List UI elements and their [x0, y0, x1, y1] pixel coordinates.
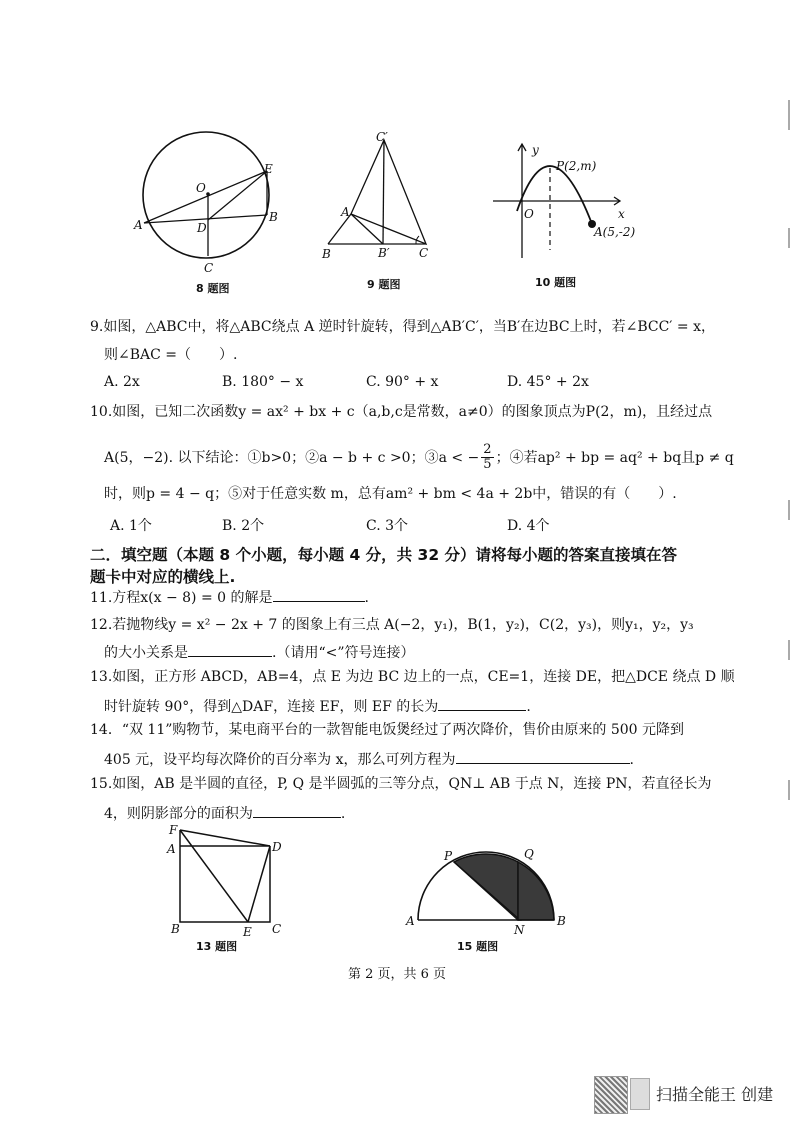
- watermark-text: 扫描全能王 创建: [656, 1085, 774, 1104]
- fig13-label-e: E: [243, 925, 252, 939]
- q13-answer-blank[interactable]: [438, 696, 526, 711]
- q12-line1: 12.若抛物线y = x² − 2x + 7 的图象上有三点 A(−2，y₁)，B(1，y₂)，C(2，y₃)，则y₁，y₂，y₃: [90, 617, 694, 633]
- fig8-label-o: O: [196, 181, 206, 195]
- fig9-label-c: C: [419, 246, 429, 260]
- q12-line2: [104, 642, 415, 662]
- q9-option-b: B. 180° − x: [222, 374, 304, 390]
- q14-line2-start: 405 元，设平均每次降价的百分率为 x，那么可列方程为: [104, 752, 456, 768]
- q12-line2-start: 的大小关系是: [104, 645, 188, 661]
- q14-line2: [104, 749, 634, 769]
- figure-15: [400, 840, 575, 940]
- fig15-label-p: P: [444, 849, 453, 863]
- section2-heading-line2: 题卡中对应的横线上.: [90, 568, 236, 586]
- q10-option-a: A. 1个: [110, 518, 152, 534]
- fig9-label-b: B: [322, 247, 331, 261]
- q15-line1: 15.如图，AB 是半圆的直径，P, Q 是半圆弧的三等分点，QN⊥ AB 于点 N，连接 PN，若直径长为: [90, 776, 712, 792]
- q12-line2-end: .（请用“<”符号连接）: [272, 645, 415, 661]
- q10-option-d: D. 4个: [507, 518, 550, 534]
- q10-line3: 时，则p = 4 − q；⑤对于任意实数 m，总有am² + bm < 4a + 2b中，错误的有（ ）.: [104, 486, 677, 502]
- fig8-label-a: A: [134, 218, 143, 232]
- q11-end: .: [364, 590, 369, 606]
- q11-text: 11.方程x(x − 8) = 0 的解是: [90, 590, 273, 606]
- q10-option-b: B. 2个: [222, 518, 265, 534]
- fig10-caption: 10 题图: [535, 276, 577, 289]
- fig8-label-b: B: [269, 210, 278, 224]
- scan-edge-mark: [788, 228, 790, 248]
- fig10-label-p: P(2,m): [556, 159, 597, 173]
- q10-option-c: C. 3个: [366, 518, 409, 534]
- fig15-label-b: B: [557, 914, 566, 928]
- fig10-label-a: A(5,-2): [594, 225, 636, 239]
- figure-8: [130, 125, 290, 275]
- q10-line2-end: ；④若ap² + bp = aq² + bq且p ≠ q: [495, 449, 734, 466]
- q10-line2-start: A(5，−2). 以下结论：①b>0；②a − b + c >0；③a < −: [104, 449, 480, 466]
- fig15-caption: 15 题图: [457, 940, 499, 953]
- fig13-label-d: D: [272, 840, 282, 854]
- fig8-label-e: E: [264, 162, 273, 176]
- fig15-label-n: N: [514, 923, 525, 937]
- fig13-label-c: C: [272, 922, 282, 936]
- fig15-label-a: A: [406, 914, 415, 928]
- q10-fraction-numerator: 2: [483, 442, 492, 457]
- scanner-watermark: [594, 1072, 774, 1116]
- scan-edge-mark: [788, 100, 790, 130]
- scan-edge-mark: [788, 500, 790, 520]
- page-footer: 第 2 页，共 6 页: [347, 967, 447, 982]
- section2-heading-line1: 二．填空题（本题 8 个小题，每小题 4 分，共 32 分）请将每小题的答案直接填在答: [90, 546, 678, 564]
- fig15-label-q: Q: [524, 847, 534, 861]
- q11-answer-blank[interactable]: [273, 587, 365, 602]
- fig9-label-b-prime: B′: [378, 246, 390, 260]
- q15-line2-end: .: [340, 806, 346, 822]
- scan-edge-mark: [788, 780, 790, 800]
- q10-line2: [104, 443, 734, 472]
- fig13-label-b: B: [171, 922, 180, 936]
- q9-line2: 则∠BAC =（ ）.: [104, 347, 238, 363]
- q10-fraction: [481, 443, 493, 472]
- q14-line1: 14．“双 11”购物节，某电商平台的一款智能电饭煲经过了两次降价，售价由原来的 500 元降到: [90, 722, 685, 738]
- fig13-label-a: A: [167, 842, 176, 856]
- q10-fraction-denominator: 5: [483, 457, 492, 472]
- q15-line2-start: 4，则阴影部分的面积为: [104, 806, 253, 822]
- fig9-caption: 9 题图: [367, 278, 401, 291]
- q9-line1: 9.如图，△ABC中，将△ABC绕点 A 逆时针旋转，得到△AB′C′，当B′在边BC上时，若∠BCC′ = x，: [90, 319, 716, 335]
- fig10-label-y: y: [532, 143, 539, 157]
- q13-line1: 13.如图，正方形 ABCD，AB=4，点 E 为边 BC 边上的一点，CE=1，连接 DE，把△DCE 绕点 D 顺: [90, 669, 735, 685]
- q9-option-a: A. 2x: [104, 374, 140, 390]
- scan-edge-mark: [788, 640, 790, 660]
- fig10-label-x: x: [618, 207, 625, 221]
- figure-9: [316, 130, 446, 262]
- fig13-caption: 13 题图: [196, 940, 238, 953]
- figure-13: [162, 820, 292, 940]
- q12-answer-blank[interactable]: [188, 642, 272, 657]
- q14-line2-end: .: [629, 752, 634, 768]
- figure-10: [490, 140, 640, 265]
- q14-answer-blank[interactable]: [456, 749, 630, 764]
- q13-line2-end: .: [526, 699, 531, 715]
- q9-option-c: C. 90° + x: [366, 374, 439, 390]
- fig8-label-d: D: [197, 221, 207, 235]
- q13-line2: [104, 696, 531, 716]
- q13-line2-start: 时针旋转 90°，得到△DAF，连接 EF，则 EF 的长为: [104, 699, 439, 715]
- fig9-label-a: A: [341, 205, 350, 219]
- fig9-label-c-prime: C′: [376, 130, 388, 144]
- q9-option-d: D. 45° + 2x: [507, 374, 589, 390]
- app-logo-icon: [630, 1078, 650, 1110]
- fig10-label-o: O: [524, 207, 534, 221]
- q15-answer-blank[interactable]: [253, 803, 341, 818]
- q10-line1: 10.如图，已知二次函数y = ax² + bx + c（a,b,c是常数，a≠0）的图象顶点为P(2，m)，且经过点: [90, 404, 713, 420]
- fig13-label-f: F: [169, 823, 178, 837]
- fig8-label-c: C: [204, 261, 214, 275]
- q11: [90, 587, 369, 607]
- fig8-caption: 8 题图: [196, 282, 230, 295]
- qr-code-icon: [594, 1076, 628, 1114]
